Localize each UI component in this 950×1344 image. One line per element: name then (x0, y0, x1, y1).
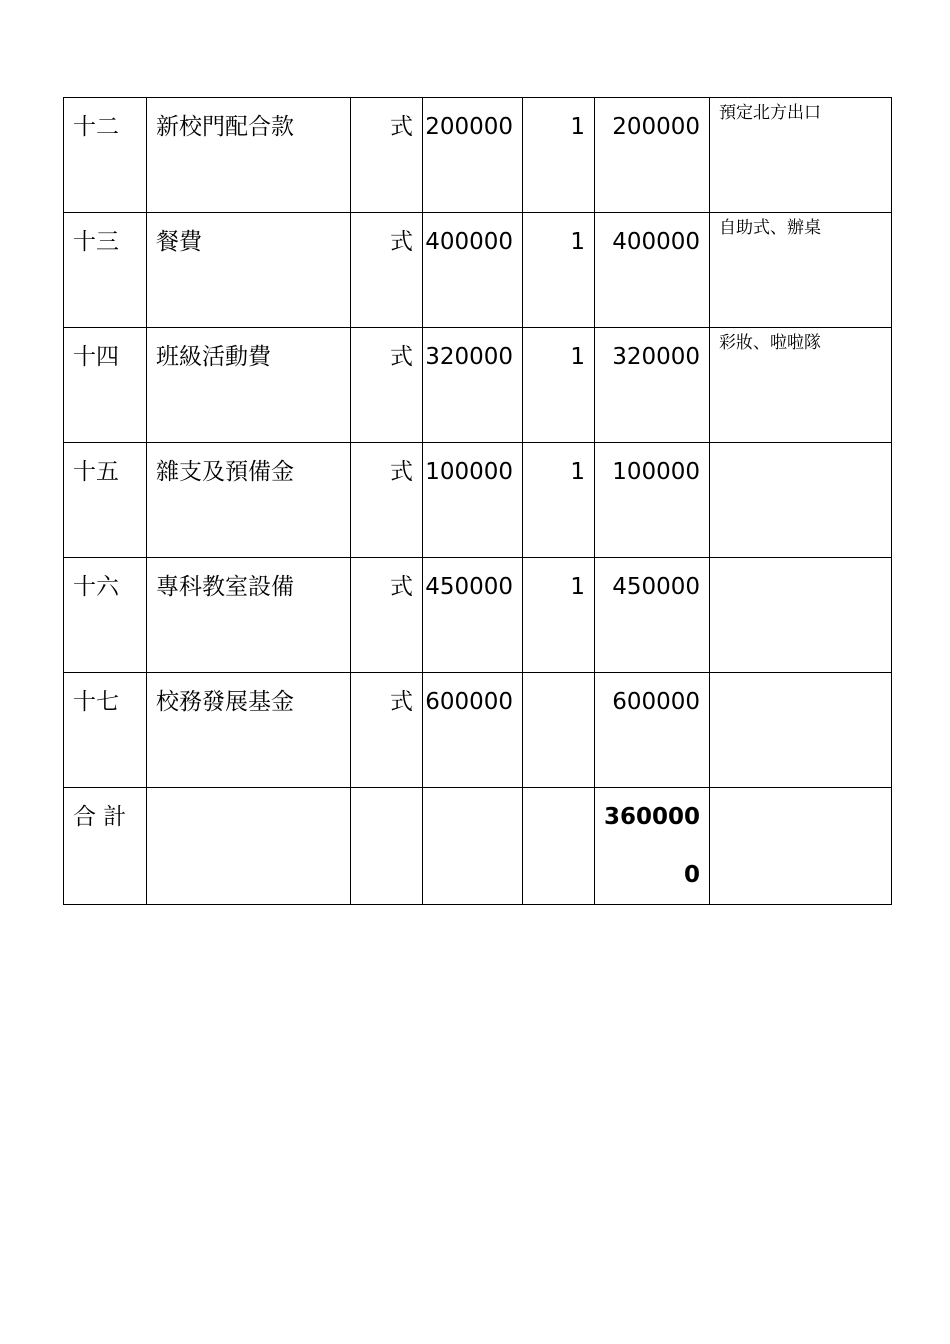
unit-price: 320000 (423, 328, 523, 443)
note: 自助式、辦桌 (710, 213, 892, 328)
note (710, 673, 892, 788)
unit: 式 (351, 98, 423, 213)
total-amount: 3600000 (595, 788, 710, 905)
table-row (64, 213, 892, 328)
quantity: 1 (523, 443, 595, 558)
table-row (64, 443, 892, 558)
unit-price: 100000 (423, 443, 523, 558)
unit: 式 (351, 673, 423, 788)
row-number: 十四 (64, 328, 147, 443)
item-name: 專科教室設備 (147, 558, 351, 673)
unit-price: 450000 (423, 558, 523, 673)
unit-price: 600000 (423, 673, 523, 788)
total-label: 合 計 (64, 788, 147, 905)
table-row (64, 558, 892, 673)
empty-cell (147, 788, 351, 905)
note: 彩妝、啦啦隊 (710, 328, 892, 443)
table-row (64, 98, 892, 213)
item-name: 校務發展基金 (147, 673, 351, 788)
row-number: 十二 (64, 98, 147, 213)
table-row (64, 328, 892, 443)
amount: 200000 (595, 98, 710, 213)
note (710, 558, 892, 673)
note (710, 443, 892, 558)
row-number: 十三 (64, 213, 147, 328)
quantity: 1 (523, 558, 595, 673)
item-name: 班級活動費 (147, 328, 351, 443)
unit: 式 (351, 213, 423, 328)
amount: 400000 (595, 213, 710, 328)
unit: 式 (351, 443, 423, 558)
empty-cell (523, 788, 595, 905)
empty-cell (351, 788, 423, 905)
quantity (523, 673, 595, 788)
quantity: 1 (523, 328, 595, 443)
amount: 320000 (595, 328, 710, 443)
item-name: 雜支及預備金 (147, 443, 351, 558)
amount: 450000 (595, 558, 710, 673)
unit-price: 200000 (423, 98, 523, 213)
quantity: 1 (523, 98, 595, 213)
unit: 式 (351, 558, 423, 673)
unit: 式 (351, 328, 423, 443)
note: 預定北方出口 (710, 98, 892, 213)
row-number: 十五 (64, 443, 147, 558)
item-name: 餐費 (147, 213, 351, 328)
amount: 100000 (595, 443, 710, 558)
total-row (64, 788, 892, 905)
row-number: 十六 (64, 558, 147, 673)
item-name: 新校門配合款 (147, 98, 351, 213)
budget-table (63, 97, 892, 905)
quantity: 1 (523, 213, 595, 328)
empty-cell (710, 788, 892, 905)
amount: 600000 (595, 673, 710, 788)
row-number: 十七 (64, 673, 147, 788)
table-row (64, 673, 892, 788)
empty-cell (423, 788, 523, 905)
unit-price: 400000 (423, 213, 523, 328)
